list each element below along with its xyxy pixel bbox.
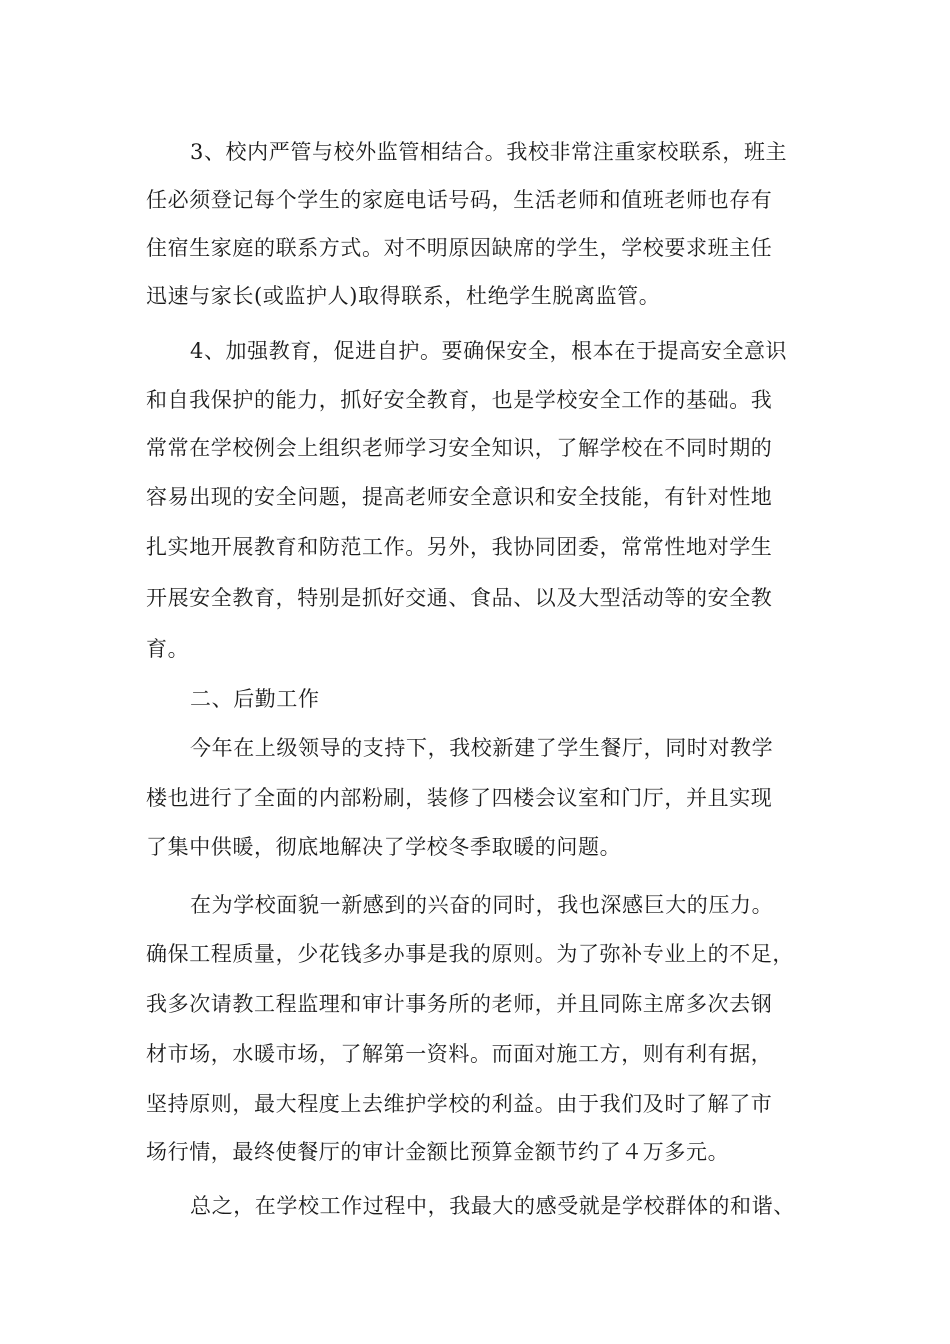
paragraph-pressure-line-2: 确保工程质量，少花钱多办事是我的原则。为了弥补专业上的不足， — [146, 942, 794, 966]
paragraph-pressure-line-3: 我多次请教工程监理和审计事务所的老师，并且同陈主席多次去钢 — [146, 992, 773, 1016]
paragraph-3-line-3: 住宿生家庭的联系方式。对不明原因缺席的学生，学校要求班主任 — [146, 236, 773, 260]
paragraph-logistics-line-1: 今年在上级领导的支持下，我校新建了学生餐厅，同时对教学 — [190, 736, 774, 760]
paragraph-3-line-2: 任必须登记每个学生的家庭电话号码，生活老师和值班老师也存有 — [146, 188, 773, 212]
section-heading-logistics: 二、后勤工作 — [190, 687, 320, 711]
paragraph-4-line-3: 常常在学校例会上组织老师学习安全知识，了解学校在不同时期的 — [146, 436, 773, 460]
paragraph-4-line-5: 扎实地开展教育和防范工作。另外，我协同团委，常常性地对学生 — [146, 535, 773, 559]
paragraph-pressure-line-4: 材市场，水暖市场，了解第一资料。而面对施工方，则有利有据， — [146, 1042, 773, 1066]
paragraph-3-line-4: 迅速与家长(或监护人)取得联系，杜绝学生脱离监管。 — [146, 284, 661, 308]
paragraph-summary-line-1: 总之，在学校工作过程中，我最大的感受就是学校群体的和谐、 — [190, 1194, 795, 1218]
paragraph-pressure-line-1: 在为学校面貌一新感到的兴奋的同时，我也深感巨大的压力。 — [190, 893, 774, 917]
paragraph-4-line-1: 4、加强教育，促进自护。要确保安全，根本在于提高安全意识 — [190, 339, 788, 363]
paragraph-4-line-6: 开展安全教育，特别是抓好交通、食品、以及大型活动等的安全教 — [146, 586, 773, 610]
paragraph-pressure-line-6: 场行情，最终使餐厅的审计金额比预算金额节约了４万多元。 — [146, 1140, 730, 1164]
paragraph-logistics-line-2: 楼也进行了全面的内部粉刷，装修了四楼会议室和门厅，并且实现 — [146, 786, 773, 810]
paragraph-4-line-7: 育。 — [146, 637, 190, 661]
paragraph-4-line-2: 和自我保护的能力，抓好安全教育，也是学校安全工作的基础。我 — [146, 388, 773, 412]
paragraph-4-line-4: 容易出现的安全问题，提高老师安全意识和安全技能，有针对性地 — [146, 485, 773, 509]
paragraph-3-line-1: 3、校内严管与校外监管相结合。我校非常注重家校联系，班主 — [190, 140, 788, 164]
paragraph-pressure-line-5: 坚持原则，最大程度上去维护学校的利益。由于我们及时了解了市 — [146, 1092, 773, 1116]
paragraph-logistics-line-3: 了集中供暖，彻底地解决了学校冬季取暖的问题。 — [146, 835, 622, 859]
